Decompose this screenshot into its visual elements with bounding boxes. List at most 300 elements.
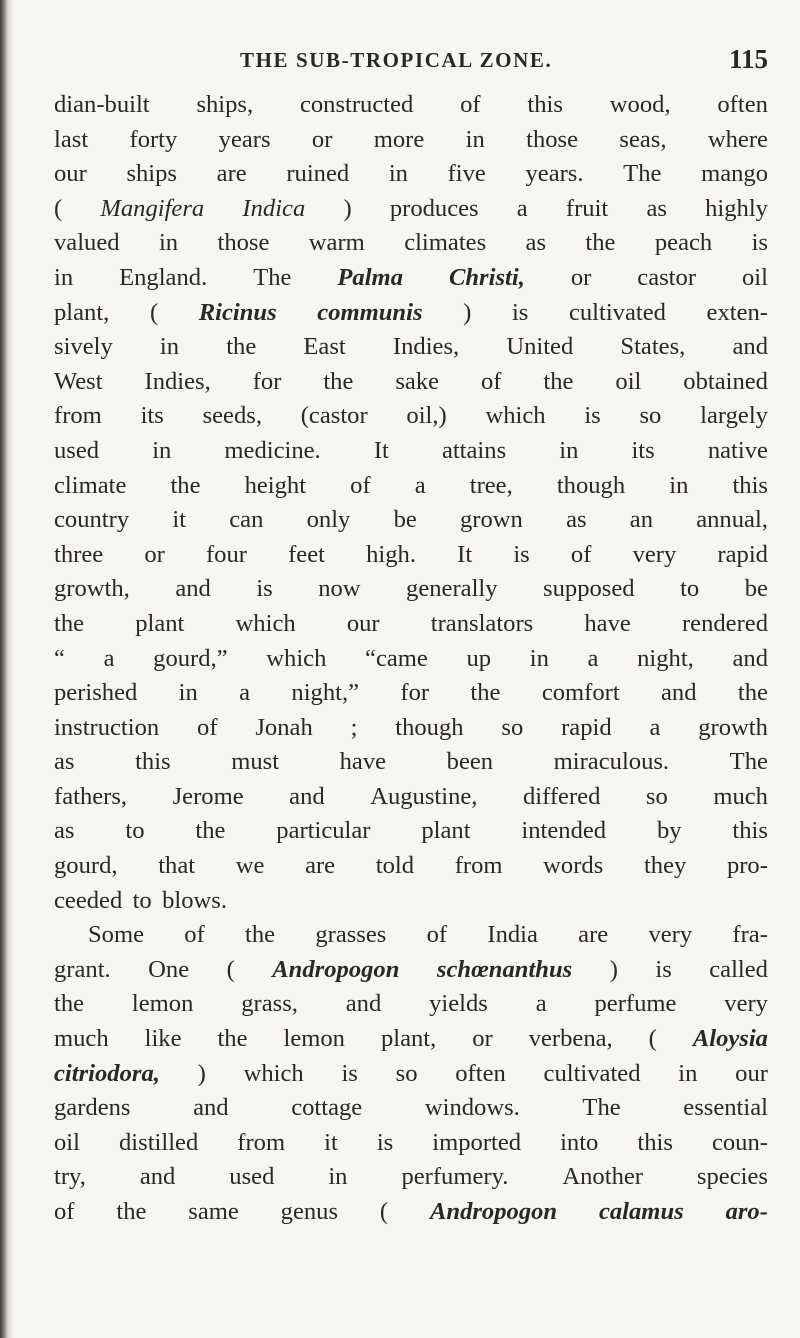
word: constructed — [299, 91, 414, 118]
word: of — [426, 921, 448, 949]
body-text — [54, 88, 768, 1230]
word: rapid — [717, 540, 768, 568]
word: ships — [126, 160, 178, 188]
text-line — [54, 572, 768, 607]
word: gardens — [54, 1094, 131, 1122]
word: by — [656, 817, 682, 845]
text-line — [54, 1160, 768, 1195]
word: plant — [421, 817, 471, 845]
word: East — [303, 333, 346, 361]
word: comfort — [541, 679, 620, 707]
word: this — [732, 471, 768, 499]
word: though — [395, 713, 464, 741]
word: so — [501, 713, 524, 741]
word: in — [559, 436, 579, 464]
word: cultivated — [568, 298, 666, 326]
text-line — [54, 780, 768, 815]
word: Christi, — [448, 263, 525, 291]
text-line — [54, 226, 768, 261]
word: be — [744, 575, 768, 603]
word: Aloysia — [692, 1025, 768, 1053]
word: up — [466, 644, 492, 672]
word: our — [54, 160, 87, 188]
word: as — [646, 194, 667, 222]
word: Andropogon — [429, 1198, 558, 1225]
page-number: 115 — [728, 44, 768, 74]
word: ( — [648, 1025, 657, 1053]
word: in — [159, 333, 180, 361]
word: a — [587, 644, 599, 672]
word: It — [373, 436, 389, 464]
word: Indica — [242, 194, 306, 222]
word: annual, — [696, 506, 768, 534]
word: oil,) — [406, 402, 447, 430]
word: pro- — [726, 852, 768, 880]
word: grant. — [54, 955, 111, 983]
word: instruction — [54, 713, 160, 741]
word: a — [103, 644, 115, 672]
word: are — [578, 921, 609, 949]
word: high. — [366, 540, 416, 568]
word: is — [511, 298, 529, 326]
word: or — [144, 540, 165, 568]
word: from — [237, 1128, 286, 1156]
word: in — [158, 229, 179, 257]
word: and — [193, 1094, 229, 1122]
word: used — [54, 436, 100, 464]
running-title: THE SUB-TROPICAL ZONE. — [240, 48, 553, 72]
word: or — [570, 263, 592, 291]
word: oil — [615, 367, 642, 395]
word: Jerome — [172, 782, 244, 810]
word: are — [305, 852, 336, 880]
word: grass, — [241, 990, 298, 1018]
word: in — [529, 644, 549, 672]
word: four — [205, 540, 247, 568]
word: which — [485, 402, 546, 430]
word: of — [570, 540, 592, 568]
word: translators — [430, 609, 534, 637]
text-line — [54, 296, 768, 331]
word: of — [197, 713, 218, 741]
word: only — [306, 506, 351, 534]
word: or — [472, 1025, 493, 1053]
word: years. — [525, 160, 584, 188]
word: miraculous. — [553, 748, 670, 776]
word: for — [252, 367, 282, 395]
word: try, — [54, 1163, 86, 1191]
word: and — [345, 990, 382, 1018]
word: ( — [149, 298, 159, 326]
word: citriodora, — [54, 1059, 160, 1087]
word: the — [737, 679, 768, 707]
text-line — [54, 469, 768, 504]
word: ( — [379, 1198, 389, 1225]
word: very — [648, 921, 693, 949]
word: is — [376, 1128, 394, 1156]
text-line — [54, 745, 768, 780]
word: and — [661, 679, 697, 707]
word: seeds, — [202, 402, 262, 430]
word: in — [465, 125, 485, 153]
word: oil — [741, 263, 768, 291]
word: as — [54, 748, 75, 776]
word: of — [460, 91, 481, 118]
word: and — [732, 644, 768, 672]
word: ) — [463, 298, 472, 326]
word: this — [527, 91, 563, 118]
word: and — [732, 333, 768, 361]
word: its — [631, 436, 655, 464]
word: in — [678, 1059, 698, 1087]
word: the — [323, 367, 354, 395]
word: produces — [389, 194, 479, 222]
word: for — [400, 679, 430, 707]
word: that — [158, 852, 196, 880]
word: peach — [654, 229, 713, 257]
word: cultivated — [543, 1059, 641, 1087]
word: in — [54, 263, 74, 291]
word: our — [735, 1059, 768, 1087]
word: perfume — [594, 990, 677, 1018]
word: mango — [701, 160, 768, 188]
word: cottage — [291, 1094, 363, 1122]
word: of — [350, 471, 371, 499]
word: it — [324, 1128, 338, 1156]
word: plant, — [380, 1025, 437, 1053]
word: now — [318, 575, 361, 603]
text-line — [54, 1091, 768, 1126]
word: Ricinus — [198, 298, 277, 326]
word: the — [585, 229, 616, 257]
word: the — [54, 609, 85, 637]
text-line — [54, 88, 768, 123]
word: coun- — [711, 1128, 768, 1156]
word: climates — [404, 229, 487, 257]
text-line — [54, 676, 768, 711]
word: in — [152, 436, 172, 464]
word: attains — [441, 436, 507, 464]
word: It — [457, 540, 473, 568]
text-line — [54, 1126, 768, 1161]
text-line — [54, 1057, 768, 1092]
word: to — [680, 575, 700, 603]
word: warm — [308, 229, 365, 257]
word: gourd,” — [153, 644, 228, 672]
word: native — [707, 436, 768, 464]
word: The — [729, 748, 768, 776]
word: of — [184, 921, 205, 949]
word: United — [506, 333, 574, 361]
word: very — [724, 990, 768, 1018]
book-page — [54, 44, 768, 1230]
word: have — [339, 748, 387, 776]
word: obtained — [683, 367, 768, 395]
word: ) — [609, 955, 618, 983]
word: The — [623, 160, 662, 188]
word: the — [226, 333, 257, 361]
word: rapid — [561, 713, 612, 741]
word: ( — [226, 955, 235, 983]
word: is — [655, 955, 672, 983]
word: or — [311, 125, 333, 153]
text-line — [54, 953, 768, 988]
word: of — [54, 1198, 75, 1225]
page-header — [54, 44, 768, 88]
word: must — [231, 748, 280, 776]
word: used — [229, 1163, 275, 1191]
text-line — [54, 192, 768, 227]
word: fruit — [565, 194, 609, 222]
text-line — [54, 503, 768, 538]
word: lemon — [283, 1025, 345, 1053]
word: which — [235, 609, 296, 637]
word: schœnanthus — [436, 955, 573, 983]
word: One — [148, 955, 190, 983]
word: “ — [54, 644, 65, 672]
text-line — [54, 884, 768, 919]
text-line — [54, 399, 768, 434]
word: like — [144, 1025, 182, 1053]
word: which — [243, 1059, 304, 1087]
word: valued — [54, 229, 120, 257]
word: largely — [700, 402, 768, 430]
word: be — [393, 506, 417, 534]
text-line — [54, 987, 768, 1022]
word: verbena, — [528, 1025, 613, 1053]
word: a — [414, 471, 426, 499]
word: ships, — [196, 91, 254, 118]
word: last — [54, 125, 89, 153]
word: often — [455, 1059, 506, 1087]
word: oil — [54, 1128, 80, 1156]
word: as — [54, 817, 75, 845]
text-line — [54, 642, 768, 677]
word: ruined — [286, 160, 350, 188]
word: night, — [637, 644, 694, 672]
word: particular — [276, 817, 371, 845]
word: growth — [698, 713, 768, 741]
word: the — [170, 471, 201, 499]
word: Augustine, — [370, 782, 478, 810]
word: lemon — [131, 990, 194, 1018]
word: the — [245, 921, 276, 949]
text-line — [54, 849, 768, 884]
word: Indies, — [392, 333, 460, 361]
word: is — [584, 402, 601, 430]
word: as — [525, 229, 547, 257]
word: The — [253, 263, 292, 291]
word: genus — [280, 1198, 339, 1225]
word: this — [732, 817, 768, 845]
text-line — [54, 814, 768, 849]
text-line — [54, 538, 768, 573]
word: blows. — [162, 886, 227, 914]
word: highly — [705, 194, 768, 222]
word: communis — [317, 298, 423, 326]
word: much — [713, 782, 768, 810]
word: more — [373, 125, 425, 153]
word: grasses — [315, 921, 387, 949]
word: words — [543, 852, 604, 880]
word: been — [446, 748, 494, 776]
word: (castor — [300, 402, 368, 430]
word: ) — [343, 194, 352, 222]
word: a — [649, 713, 661, 741]
word: the — [54, 990, 85, 1018]
word: years — [218, 125, 271, 153]
word: differed — [522, 782, 601, 810]
word: country — [54, 506, 130, 534]
word: tree, — [469, 471, 513, 499]
word: West — [54, 367, 103, 395]
word: fra- — [732, 921, 768, 949]
word: species — [696, 1163, 768, 1191]
word: intended — [521, 817, 607, 845]
word: Andropogon — [272, 955, 400, 983]
word: climate — [54, 471, 127, 499]
word: in — [328, 1163, 348, 1191]
text-line — [54, 918, 768, 953]
word: “came — [365, 644, 428, 672]
text-line — [54, 330, 768, 365]
word: this — [637, 1128, 673, 1156]
word: plant, — [54, 298, 110, 326]
word: forty — [129, 125, 178, 153]
word: have — [584, 609, 631, 637]
word: Mangifera — [100, 194, 205, 222]
word: grown — [460, 506, 523, 534]
text-line — [54, 157, 768, 192]
word: sake — [395, 367, 440, 395]
word: and — [175, 575, 211, 603]
word: yields — [429, 990, 488, 1018]
word: which — [266, 644, 327, 672]
word: in — [669, 471, 689, 499]
word: medicine. — [224, 436, 321, 464]
word: distilled — [119, 1128, 199, 1156]
word: three — [54, 540, 104, 568]
word: so — [395, 1059, 418, 1087]
word: a — [516, 194, 528, 222]
word: to — [132, 886, 152, 914]
word: generally — [406, 575, 498, 603]
word: feet — [288, 540, 325, 568]
word: of — [480, 367, 502, 395]
word: night,” — [291, 679, 360, 707]
word: to — [125, 817, 145, 845]
word: ; — [350, 713, 358, 741]
text-line — [54, 123, 768, 158]
word: the — [116, 1198, 147, 1225]
word: our — [346, 609, 380, 637]
word: called — [709, 955, 768, 983]
word: ceeded — [54, 886, 123, 914]
word: though — [556, 471, 626, 499]
word: exten- — [706, 298, 768, 326]
word: ( — [54, 194, 63, 222]
word: height — [244, 471, 307, 499]
word: is — [256, 575, 273, 603]
word: is — [341, 1059, 358, 1087]
word: an — [629, 506, 653, 534]
word: same — [188, 1198, 239, 1225]
word: ) — [197, 1059, 206, 1087]
word: perfumery. — [401, 1163, 509, 1191]
word: from — [454, 852, 503, 880]
word: the — [543, 367, 574, 395]
word: those — [217, 229, 270, 257]
text-line — [54, 711, 768, 746]
word: essential — [683, 1094, 768, 1122]
word: from — [54, 402, 102, 430]
word: in — [178, 679, 198, 707]
word: a — [535, 990, 547, 1018]
word: Indies, — [144, 367, 211, 395]
word: wood, — [609, 91, 671, 118]
word: much — [54, 1025, 109, 1053]
word: and — [289, 782, 325, 810]
word: is — [513, 540, 530, 568]
word: plant — [135, 609, 185, 637]
word: where — [707, 125, 768, 153]
word: a — [239, 679, 251, 707]
text-line — [54, 1022, 768, 1057]
word: imported — [432, 1128, 522, 1156]
word: Some — [88, 921, 145, 949]
word: often — [717, 91, 768, 118]
word: gourd, — [54, 852, 118, 880]
word: is — [751, 229, 768, 257]
word: so — [645, 782, 668, 810]
word: England. — [119, 263, 208, 291]
word: castor — [637, 263, 697, 291]
word: calamus — [598, 1198, 684, 1225]
word: told — [375, 852, 415, 880]
word: States, — [620, 333, 686, 361]
word: can — [229, 506, 264, 534]
word: the — [195, 817, 226, 845]
text-line — [54, 1195, 768, 1230]
word: in — [388, 160, 408, 188]
word: this — [135, 748, 171, 776]
word: very — [632, 540, 677, 568]
word: into — [560, 1128, 599, 1156]
word: it — [172, 506, 187, 534]
word: so — [639, 402, 662, 430]
word: are — [216, 160, 247, 188]
word: supposed — [543, 575, 635, 603]
word: as — [566, 506, 587, 534]
word: windows. — [424, 1094, 520, 1122]
word: five — [447, 160, 486, 188]
word: growth, — [54, 575, 130, 603]
word: aro- — [725, 1198, 768, 1225]
word: dian-built — [54, 91, 150, 118]
word: rendered — [681, 609, 768, 637]
word: those — [526, 125, 579, 153]
word: perished — [54, 679, 138, 707]
text-line — [54, 607, 768, 642]
word: we — [235, 852, 265, 880]
text-line — [54, 261, 768, 296]
word: The — [582, 1094, 621, 1122]
word: they — [643, 852, 687, 880]
binding-shadow — [0, 0, 14, 1338]
word: its — [140, 402, 164, 430]
word: fathers, — [54, 782, 128, 810]
word: the — [217, 1025, 248, 1053]
